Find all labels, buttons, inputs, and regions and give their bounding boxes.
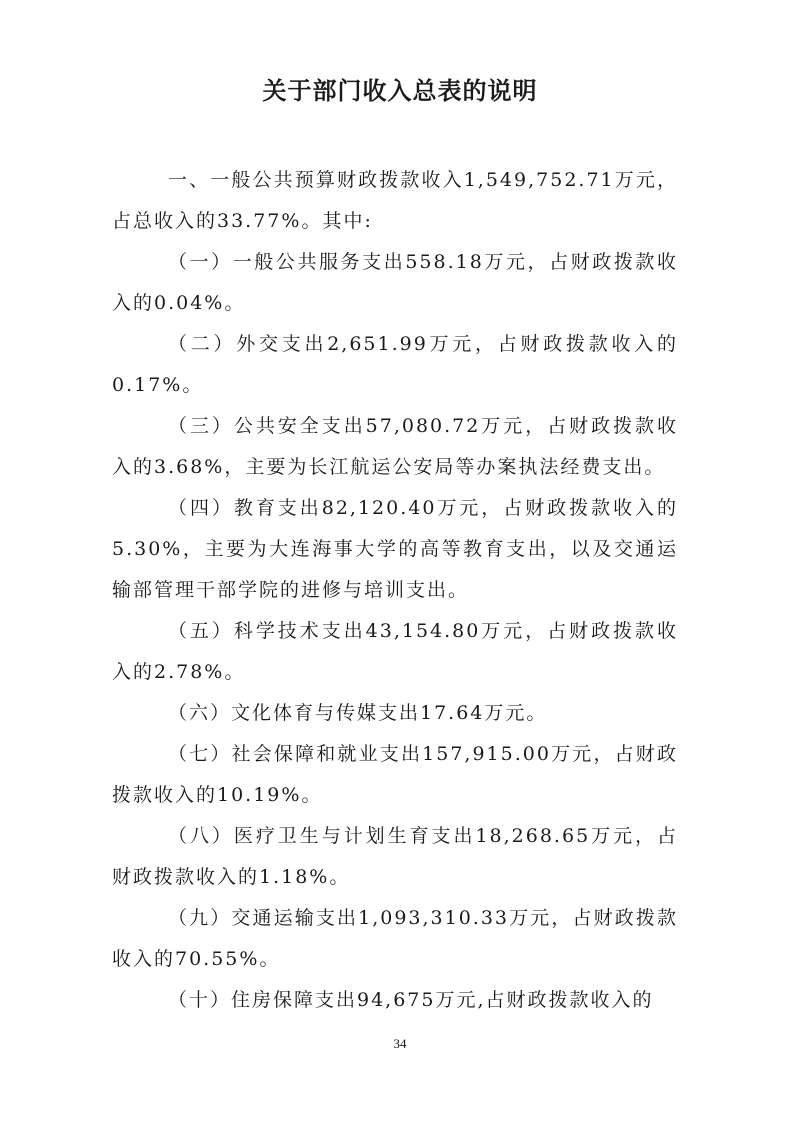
paragraph-transportation: （九）交通运输支出1,093,310.33万元，占财政拨款收入的70.55%。 [112,907,678,970]
paragraph-housing-security: （十）住房保障支出94,675万元,占财政拨款收入的 [168,989,654,1011]
paragraph-foreign-affairs: （二）外交支出2,651.99万元，占财政拨款收入的0.17%。 [112,333,678,396]
paragraph-science-technology: （五）科学技术支出43,154.80万元，占财政拨款收入的2.78%。 [112,620,678,683]
paragraph-education: （四）教育支出82,120.40万元，占财政拨款收入的5.30%，主要为大连海事大学的高等教育支出，以及交通运输部管理干部学院的进修与培训支出。 [112,497,678,601]
document-body [112,160,678,1021]
paragraph-social-security: （七）社会保障和就业支出157,915.00万元，占财政拨款收入的10.19%。 [112,743,678,806]
paragraph-health-family-planning: （八）医疗卫生与计划生育支出18,268.65万元，占财政拨款收入的1.18%。 [112,825,678,888]
paragraph-general-budget-income: 一、一般公共预算财政拨款收入1,549,752.71万元，占总收入的33.77%。其中: [112,169,678,232]
paragraph-general-public-services: （一）一般公共服务支出558.18万元，占财政拨款收入的0.04%。 [112,251,678,314]
paragraph-public-security: （三）公共安全支出57,080.72万元，占财政拨款收入的3.68%，主要为长江航运公安局等办案执法经费支出。 [112,415,678,478]
paragraph-culture-sports-media: （六）文化体育与传媒支出17.64万元。 [168,702,548,724]
page-number: 34 [393,1036,407,1051]
page-title: 关于部门收入总表的说明 [262,76,538,105]
